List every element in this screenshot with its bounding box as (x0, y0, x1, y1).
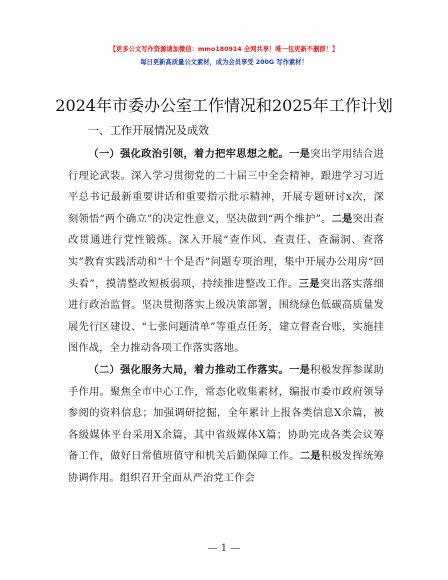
document-title: 2024年市委办公室工作情况和2025年工作计划 (55, 96, 393, 115)
paragraph-heading: （一）强化政治引领，着力把牢思想之舵。 (88, 149, 290, 160)
page-number: — 1 — (207, 543, 241, 554)
paragraph-text: 积极发挥参谋助手作用。聚焦全市中心工作，常态化收集素材，编报市委市政府领导参阅的资料信息；加强调研挖掘，全年累计上报各类信息X余篇，被各级媒体平台采用X余篇，其中省级媒体X篇；协助完成各类会议筹备工作，做好日常值班值守和机关后勤保障工作。 (68, 364, 384, 463)
paragraph-heading: （二）强化服务大局，着力推动工作落实。 (88, 364, 290, 376)
document-body (68, 144, 384, 490)
paragraph-text: 突出查改贯通进行党性锻炼。深入开展“查作风、查责任、查漏洞、查落实”教育实践活动和“十个是否”问题专项治理，集中开展办公用房“回头看”，摸清整改短板弱项，持续推进整改工作。 (68, 213, 384, 290)
paragraph-political-guidance (68, 144, 384, 360)
promo-banner-line: 【更多公文写作资源请加微信：mmo180914 全网共享！唯一包更新不删群！】 (109, 46, 339, 53)
paragraph-service-overall (68, 360, 384, 490)
promo-banner-subline: 每日更新高质量公文素材，成为会员享受 200G 写作素材！ (140, 59, 308, 66)
paragraph-text: 突出落实落细进行政治监督。坚决贯彻落实上级决策部署，围绕绿色低碳高质量发展先行区建设、“七张问题清单”等重点任务，建立督查台账，实施挂图作战，全力推动各项工作落实落地。 (68, 278, 384, 355)
point-marker: 二是 (299, 451, 321, 463)
point-marker: 二是 (331, 213, 353, 225)
point-marker: 一是 (289, 364, 311, 376)
section-heading: 一、工作开展情况及成效 (88, 124, 209, 137)
point-marker: 三是 (298, 278, 321, 290)
point-marker: 一是 (289, 149, 311, 160)
paragraph-text: 突出学用结合进行理论武装。深入学习贯彻党的二十届三中全会精神，跟进学习习近平总书记最新重要讲话和重要指示批示精神，开展专题研讨x次，深刻领悟“两个确立”的决定性意义，坚决做到“两个维护”。 (68, 149, 384, 225)
paragraph-text: 积极发挥统筹协调作用。组织召开全面从严治党工作会 (68, 451, 384, 484)
